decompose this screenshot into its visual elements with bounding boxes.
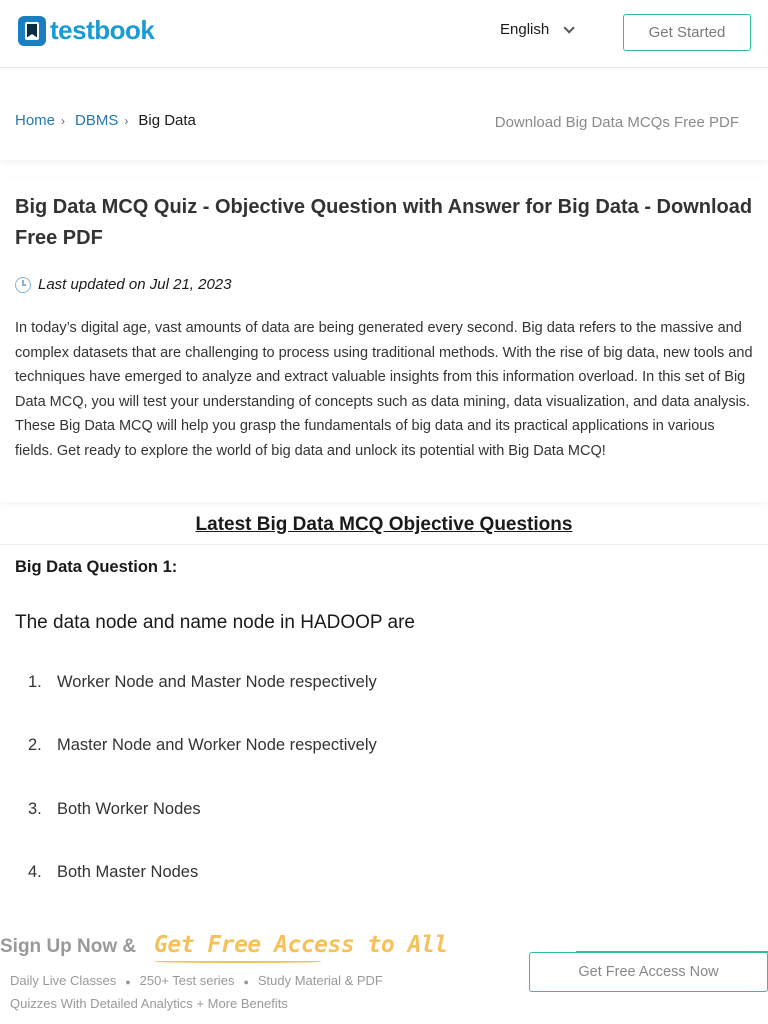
option-item[interactable]	[28, 863, 198, 882]
intro-paragraph: In today’s digital age, vast amounts of data are being generated every second. Big data refers to the massive and complex datasets that are challenging to process using traditional methods. With the rise of big data, new tools and techniques have emerged to analyze and extract valuable insights from this information overload. In this set of Big Data MCQ, you will test your understanding of concepts such as data mining, data visualization, and data analysis. These Big Data MCQ will help you grasp the fundamentals of big data and its practical applications in various fields. Get ready to explore the world of big data and unlock its potential with Big Data MCQ!	[15, 320, 753, 459]
site-header	[0, 0, 768, 68]
last-updated-text: Last updated on Jul 21, 2023	[38, 276, 232, 293]
option-number: 4.	[28, 863, 42, 881]
article-card	[0, 178, 768, 502]
option-number: 3.	[28, 800, 42, 818]
breadcrumb-dbms[interactable]: DBMS	[75, 112, 119, 129]
divider	[0, 544, 768, 545]
benefits-line-1	[10, 970, 383, 993]
option-text: Worker Node and Master Node respectively	[57, 673, 377, 691]
clock-icon	[15, 277, 31, 293]
last-updated	[15, 276, 232, 293]
signup-benefits	[10, 970, 383, 1015]
chevron-right-icon: ›	[124, 113, 129, 128]
section-heading: Latest Big Data MCQ Objective Questions	[195, 514, 573, 535]
breadcrumb	[15, 112, 196, 129]
bullet-icon: ●	[243, 976, 249, 987]
signup-banner	[0, 920, 768, 1024]
download-pdf-link[interactable]: Download Big Data MCQs Free PDF	[494, 114, 739, 131]
logo-text: testbook	[50, 15, 155, 45]
bullet-icon: ●	[125, 976, 131, 987]
option-text: Both Master Nodes	[57, 863, 199, 881]
signup-highlight: Get Free Access to All	[154, 932, 448, 958]
get-free-access-button[interactable]: Get Free Access Now	[529, 952, 768, 992]
language-selector[interactable]	[500, 21, 571, 38]
testbook-logo[interactable]	[18, 15, 154, 46]
signup-title: Sign Up Now &	[0, 936, 137, 957]
benefit-item: 250+ Test series	[139, 973, 235, 988]
option-number: 2.	[28, 736, 42, 754]
breadcrumb-current: Big Data	[138, 112, 196, 129]
question-label: Big Data Question 1:	[15, 558, 178, 576]
benefit-item: Daily Live Classes	[10, 973, 117, 988]
page-title: Big Data MCQ Quiz - Objective Question with Answer for Big Data - Download Free PDF	[15, 196, 753, 249]
benefits-line-2: Quizzes With Detailed Analytics + More Benefits	[10, 995, 288, 1011]
option-text: Both Worker Nodes	[57, 800, 201, 818]
option-item[interactable]	[28, 736, 377, 755]
testbook-logo-icon	[18, 16, 46, 46]
option-text: Master Node and Worker Node respectively	[57, 736, 377, 754]
option-item[interactable]	[28, 800, 201, 819]
benefit-item: Study Material & PDF	[257, 973, 383, 988]
question-text: The data node and name node in HADOOP are	[15, 612, 415, 633]
chevron-down-icon	[564, 22, 575, 33]
get-started-button[interactable]: Get Started	[623, 14, 751, 51]
option-number: 1.	[28, 673, 42, 691]
option-item[interactable]	[28, 673, 377, 692]
language-label: English	[500, 21, 550, 38]
highlight-underline	[154, 960, 322, 963]
chevron-right-icon: ›	[61, 113, 66, 128]
breadcrumb-home[interactable]: Home	[15, 112, 56, 129]
breadcrumb-card	[0, 86, 768, 160]
